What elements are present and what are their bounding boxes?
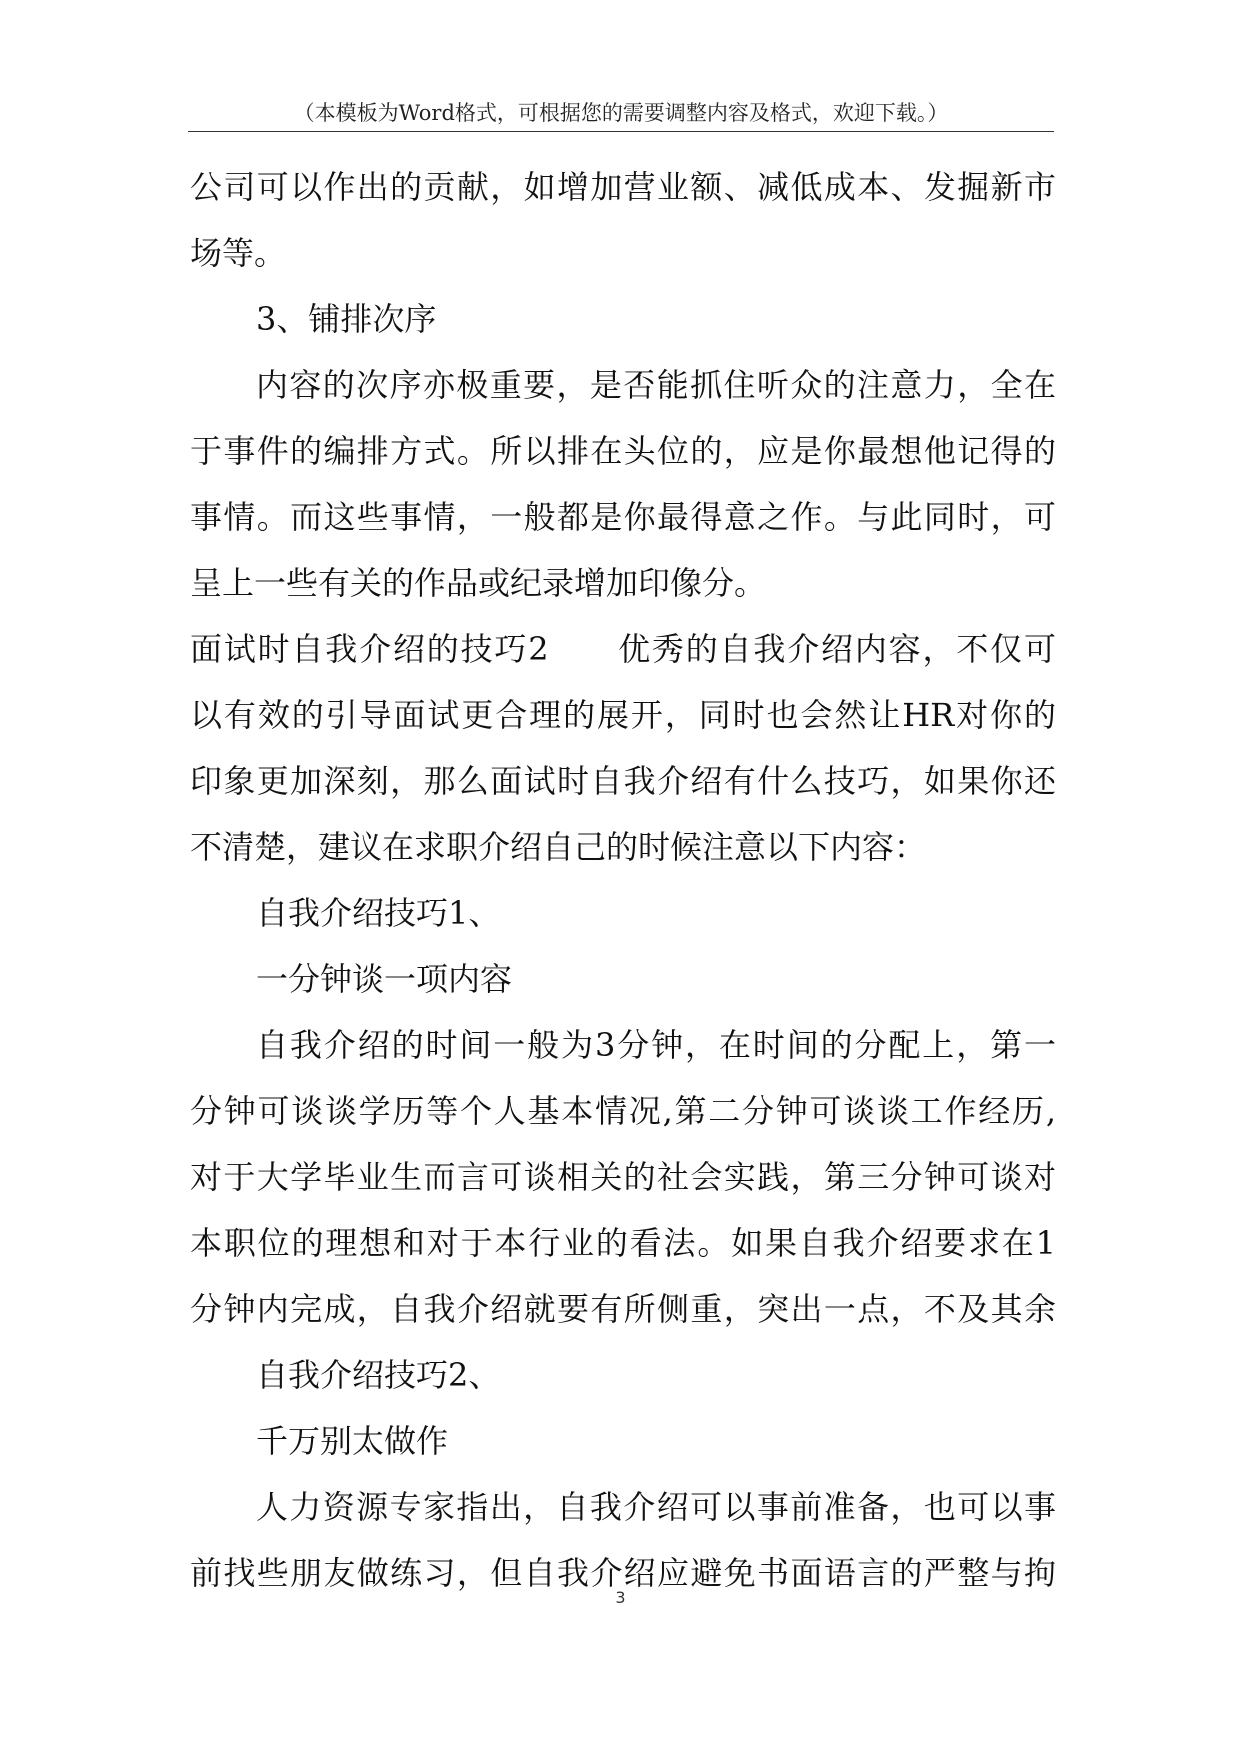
text-line: 公司可以作出的贡献，如增加营业额、减低成本、发掘新市 — [190, 168, 1056, 206]
text-line: 自我介绍的时间一般为3分钟，在时间的分配上，第一 — [256, 1026, 1056, 1064]
text-line: 呈上一些有关的作品或纪录增加印像分。 — [190, 564, 767, 602]
section-subheading: 一分钟谈一项内容 — [256, 960, 513, 998]
document-body — [190, 154, 1056, 1606]
text-line: 内容的次序亦极重要，是否能抓住听众的注意力，全在 — [256, 366, 1056, 404]
section-heading: 自我介绍技巧1、 — [256, 894, 501, 932]
text-line: 分钟可谈谈学历等个人基本情况,第二分钟可谈谈工作经历, — [190, 1092, 1056, 1130]
text-line: 分钟内完成，自我介绍就要有所侧重，突出一点，不及其余 — [190, 1290, 1056, 1328]
text-line: 印象更加深刻，那么面试时自我介绍有什么技巧，如果你还 — [190, 762, 1056, 800]
section-heading: 3、铺排次序 — [256, 300, 437, 338]
template-note-header: （本模板为Word格式，可根据您的需要调整内容及格式，欢迎下载。） — [293, 101, 949, 125]
text-line: 面试时自我介绍的技巧2 优秀的自我介绍内容，不仅可 — [190, 630, 1056, 668]
page-number: 3 — [615, 1588, 626, 1607]
text-line: 人力资源专家指出，自我介绍可以事前准备，也可以事 — [256, 1488, 1056, 1526]
text-line: 场等。 — [190, 234, 287, 272]
header-divider — [188, 131, 1054, 132]
text-line: 前找些朋友做练习，但自我介绍应避免书面语言的严整与拘 — [190, 1554, 1056, 1592]
section-heading: 自我介绍技巧2、 — [256, 1356, 501, 1394]
text-line: 本职位的理想和对于本行业的看法。如果自我介绍要求在1 — [190, 1224, 1056, 1262]
text-line: 不清楚，建议在求职介绍自己的时候注意以下内容： — [190, 828, 927, 866]
section-subheading: 千万别太做作 — [256, 1422, 449, 1460]
text-line: 事情。而这些事情，一般都是你最得意之作。与此同时，可 — [190, 498, 1056, 536]
text-line: 于事件的编排方式。所以排在头位的，应是你最想他记得的 — [190, 432, 1056, 470]
text-line: 对于大学毕业生而言可谈相关的社会实践，第三分钟可谈对 — [190, 1158, 1056, 1196]
text-line: 以有效的引导面试更合理的展开，同时也会然让HR对你的 — [190, 696, 1056, 734]
